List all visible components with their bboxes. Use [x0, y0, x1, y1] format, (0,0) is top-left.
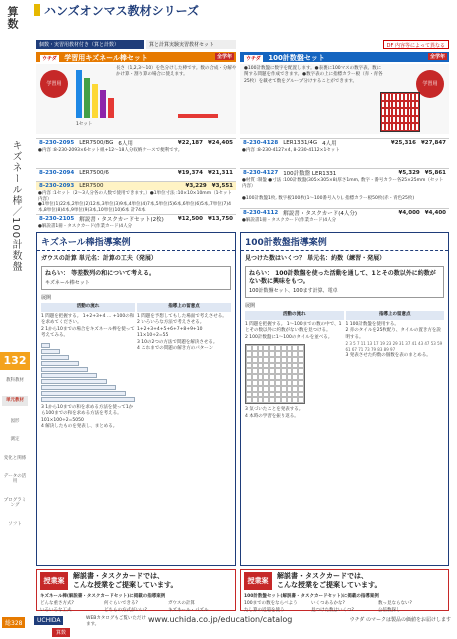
- left-feature-text: 長さ（1,2,3〜10）を色分けした棒です。数の合成・分解やかけ算・割り算の場合に使えます。: [116, 66, 237, 78]
- product-note: ●内容 :8-230-4127×4, 8-230-4112×1セット: [242, 148, 340, 153]
- product-note: ●内容 :1セット（2〜3人分各の人数で使用できます。）●1単位寸法 :10×10×10mm（1セット内容）: [38, 191, 232, 203]
- teaching-goal: ねらい： 等差数列の和について考える。 キズネール棒セット: [41, 266, 231, 290]
- rod-red: [108, 98, 114, 118]
- col-notes: 指導上の留意点: [346, 311, 445, 320]
- product-note: ●材質 :制盤 ●寸法 :100計数盤(305×305×8)厚さ1mm, 数字・番号カラー各25×25mm（セット内容）: [242, 178, 444, 190]
- sidebar-section-title: 算数: [6, 6, 19, 30]
- plan-body: [241, 322, 448, 421]
- banner-line-2: こんな授業をご提案しています。: [73, 581, 178, 590]
- rod-green: [84, 78, 90, 118]
- price-inc-tax: ¥13,750: [207, 216, 233, 222]
- product-note: ●内容 :8-230-2093×6セット組+12〜18人分収納ケースで便利です。: [38, 148, 183, 153]
- goal-text: 等差数列の和について考える。: [71, 270, 155, 277]
- page-title: ハンズオンマス教材シリーズ: [44, 4, 200, 18]
- tip-item: 2 いろいろな方法で考えさせる。: [137, 320, 205, 326]
- page-number-badge: 132: [0, 352, 30, 370]
- topbar-product-label: 個数・実習用教材付き（算と計数）: [36, 40, 144, 49]
- col-activity: 活動の流れ: [245, 311, 344, 320]
- product-note: ●解説書1冊・タスクカード(作業カード)4人分: [242, 218, 337, 223]
- column-headers: [241, 311, 448, 320]
- product-row: [36, 181, 236, 190]
- page-footer: [0, 614, 457, 639]
- product-note: ●1単位(1)22本,2単位(2)12本,3単位(3)9本,4単位(4)7本,5単位(5)6本,6単位(6)5本,7単位(7)4本,8単位(8)4本,9単位(9)3本,10単位(10)6本 計74本: [38, 202, 231, 214]
- banner-tag: 授業案: [244, 572, 272, 590]
- price-ex-tax: ¥12,500: [177, 216, 203, 222]
- goal-tag: ねらい: [249, 270, 268, 277]
- notes-column: [137, 314, 231, 431]
- banner-tag: 授業案: [40, 572, 68, 590]
- product-note: ●解説書1冊・タスクカード(作業カード)4人分: [38, 224, 133, 229]
- notes-column: [346, 322, 445, 421]
- rod-yellow: [92, 84, 98, 118]
- material-text: キズネール棒セット: [45, 279, 90, 286]
- rod-purple: [100, 90, 106, 118]
- footer-page-number: 総328: [2, 617, 25, 628]
- grade-badge: 全学年: [216, 54, 232, 60]
- product-code[interactable]: 8-230-2095: [39, 140, 75, 146]
- teaching-plan-title: 100計数盤指導案例: [241, 233, 448, 251]
- product-code[interactable]: 8-230-2093: [39, 183, 75, 189]
- banner-text: [73, 572, 177, 591]
- rod-blue: [76, 70, 82, 118]
- price-ex-tax: ¥4,000: [398, 210, 420, 216]
- banner-subtitle: キズネール棒(解説書・タスクカードセット)に掲載の指導案例: [40, 594, 166, 599]
- step-item: 4 解決したものを発表し、まとめる。: [41, 424, 118, 430]
- equation: 11×10÷2=55: [137, 333, 169, 339]
- teaching-plan-subtitle: 見つけた数はいくつ？ 単元名：約数（練習・発展）: [245, 255, 386, 262]
- footer-brand-text: ウチダ のマークは製品の価値をお届けします: [349, 617, 451, 623]
- col-activity: 活動の流れ: [41, 303, 135, 312]
- tip-item: 4 これまでの問題の解き方のパターン: [137, 346, 214, 352]
- counting-board-image: [380, 92, 420, 132]
- product-code[interactable]: 8-230-4128: [243, 140, 279, 146]
- section-label: 展開: [245, 303, 256, 310]
- sidebar-link-5[interactable]: データの活用: [3, 473, 27, 485]
- sidebar-links: [2, 378, 28, 540]
- main-content: [32, 0, 453, 639]
- footer-logo: UCHIDA: [34, 616, 63, 625]
- goal-tag: ねらい: [45, 270, 64, 277]
- price-ex-tax: ¥22,187: [177, 140, 203, 146]
- teaching-plan-right: [240, 232, 449, 566]
- price-inc-tax: ¥3,551: [211, 183, 233, 189]
- equation: 101×100÷2=5050: [41, 417, 84, 423]
- sidebar-link-6[interactable]: プログラミング: [3, 497, 27, 509]
- column-headers: [37, 303, 235, 312]
- step-item: 3 1から10までの和を求める方法を使って1から100までの和を求める方法を考える。: [41, 404, 134, 417]
- product-row: [36, 168, 236, 177]
- sidebar-link-7[interactable]: ソフト: [8, 521, 22, 527]
- tip-item: 3 10の2つの方法で問題を解決させる。: [137, 339, 218, 345]
- title-marker: [34, 4, 40, 16]
- price-inc-tax: ¥4,400: [424, 210, 446, 216]
- product-code[interactable]: 8-230-4112: [243, 210, 279, 216]
- step-item: 2 1から10までの場合をキズネール棒を使って考えてみる。: [41, 326, 135, 339]
- price-ex-tax: ¥25,316: [390, 140, 416, 146]
- product-spec: LER7500/BG: [79, 140, 114, 146]
- banner-item: たし算の近道を使う: [244, 607, 285, 613]
- prime-list: 2 3 5 7 11 13 17 19 23 29 31 37 41 43 47 53 59 61 67 71 73 79 83 89 97: [345, 341, 443, 352]
- plan-body: [37, 314, 235, 431]
- right-product-image: [240, 64, 449, 134]
- step-item: 1 問題を把握する。 1〜100までの数の中で、1とその数以外に約数がない数を見つける。: [245, 321, 342, 334]
- product-note: ●100計数盤1枚, 数字板100枚(1〜100番号入り), 指標カラー板50枚(赤・青色25枚): [242, 196, 415, 201]
- product-unit: 6人用: [118, 141, 133, 147]
- image-caption: 1セット: [76, 122, 93, 127]
- teaching-goal: ねらい： 100計数盤を使った活動を通して、1とその数以外に約数がない数に興味をもつ。 100計数盤セット、100ます計算、電卓: [245, 266, 444, 298]
- banner-line-2: こんな授業をご提案しています。: [277, 581, 382, 590]
- right-feature-text: ●100計数盤に数字を配置します。●表裏に100マスの数字表、数に関する問題を作成できます。●数字表の上に指標カラー板（赤・青各25枚）を載せて数をグループ分けすることができます。: [244, 66, 383, 84]
- activity-steps: [245, 322, 344, 421]
- banner-item: 見つけた数はいくつ?: [311, 607, 354, 613]
- product-row: [240, 168, 449, 177]
- right-product-name: 100計数盤セット: [268, 54, 325, 62]
- hundred-board-diagram: [245, 344, 305, 404]
- banner-item: どんな重さ方式?: [40, 600, 74, 606]
- banner-item: どちらの方式がいい?: [104, 607, 147, 613]
- banner-item: いくつあるかな?: [311, 600, 345, 606]
- product-row: [240, 208, 449, 217]
- tip-item: 1 100計数盤を使用する。: [345, 321, 399, 327]
- price-ex-tax: ¥19,374: [177, 170, 203, 176]
- sidebar-link-3[interactable]: 測定: [10, 437, 20, 443]
- material-text: 100計数盤セット、100ます計算、電卓: [249, 287, 338, 294]
- sidebar-vertical-label: キズネール棒／100計数盤: [10, 140, 21, 273]
- step-item: 4 本時の学習を振り返る。: [245, 413, 299, 419]
- banner-line-1: 解説書・タスクカードでは、: [73, 572, 164, 580]
- step-item: 3 気づいたことを発表する。: [245, 407, 304, 413]
- brand-logo: ウチダ: [42, 56, 57, 62]
- product-code[interactable]: 8-230-4127: [243, 170, 279, 176]
- col-notes: 指導上の留意点: [137, 303, 231, 312]
- product-row: [36, 138, 236, 147]
- sidebar-link-4[interactable]: 変化と関係: [3, 455, 27, 461]
- price-ex-tax: ¥5,329: [398, 170, 420, 176]
- product-spec: 解説書・タスクカード(4人分): [283, 211, 357, 217]
- banner-item: 数っ見ならない?: [378, 600, 412, 606]
- banner-items: [244, 594, 445, 614]
- banner-item: いろいろな工夫: [40, 607, 72, 613]
- price-ex-tax: ¥3,229: [185, 183, 207, 189]
- left-product-header: [36, 52, 236, 62]
- banner-subtitle: 100計数盤セット(解説書・タスクカードセット)に掲載の指導案例: [244, 594, 379, 599]
- price-inc-tax: ¥27,847: [420, 140, 446, 146]
- learn-badge: 学習用: [416, 70, 444, 98]
- goal-text: 100計数盤を使った活動を通して、1とその数以外に約数がない数に興味をもつ。: [249, 270, 436, 285]
- footer-section-tab: 算数: [52, 628, 70, 637]
- price-inc-tax: ¥24,405: [207, 140, 233, 146]
- lesson-banner-right: [240, 569, 449, 611]
- rod-set-image: [178, 114, 218, 118]
- product-code[interactable]: 8-230-2105: [39, 216, 75, 222]
- sidebar: [0, 0, 30, 639]
- banner-line-1: 解説書・タスクカードでは、: [277, 572, 368, 580]
- banner-item: 100までの数をならべよう: [244, 600, 298, 606]
- section-label: 展開: [41, 295, 52, 302]
- banner-text: [277, 572, 381, 591]
- brand-logo: ウチダ: [246, 56, 261, 62]
- banner-item: キズネール・パズル: [168, 607, 209, 613]
- tip-item: 2 赤のタイルを25枚配り、タイルの置き方を説明する。: [345, 328, 441, 340]
- banner-item: 何ぐらいできる?: [104, 600, 138, 606]
- tip-item: 3 発表させた約数の個数を表のまとめる。: [345, 352, 431, 358]
- product-row: [240, 138, 449, 147]
- product-spec: LER7500/6: [79, 170, 109, 176]
- rod-stairs-diagram: [41, 343, 135, 402]
- price-inc-tax: ¥21,311: [207, 170, 233, 176]
- equation: 1+2+3+4+5+6+7+8+9+10: [137, 326, 203, 332]
- banner-item: ガウスの計算: [168, 600, 195, 606]
- activity-steps: [41, 314, 135, 431]
- product-spec: LER7500: [79, 183, 104, 189]
- learn-badge: 学習用: [40, 70, 68, 98]
- teaching-plan-left: [36, 232, 236, 566]
- sidebar-link-1[interactable]: 単元教材: [2, 396, 28, 405]
- product-spec: 解説書・タスクカードセット(2枚): [79, 217, 164, 223]
- right-product-header: [240, 52, 449, 62]
- tip-item: 1 問題を予想してもした場面で考えさせる。: [137, 313, 227, 319]
- footer-note: WEBカタログもご覧いただけます。: [86, 616, 146, 627]
- product-spec: 100計数盤 LER1331: [283, 171, 337, 177]
- teaching-plan-subtitle: ガウスの計算 単元名：計算の工夫（発展）: [41, 255, 157, 262]
- grade-badge: 全学年: [429, 54, 445, 60]
- top-info-bar: [36, 40, 449, 50]
- banner-item: 公倍数探し: [378, 607, 401, 613]
- sidebar-link-2[interactable]: 図形: [10, 418, 20, 424]
- lesson-banner-left: [36, 569, 236, 611]
- catalog-url-link[interactable]: www.uchida.co.jp/education/catalog: [148, 615, 293, 624]
- product-unit: 4人用: [322, 141, 337, 147]
- teaching-plan-title: キズネール棒指導案例: [37, 233, 235, 251]
- product-code[interactable]: 8-230-2094: [39, 170, 75, 176]
- product-row: [36, 214, 236, 223]
- product-spec: LER1331/4G: [283, 140, 318, 146]
- left-product-name: 学習用キズネール棒セット: [64, 54, 148, 62]
- price-inc-tax: ¥5,861: [424, 170, 446, 176]
- topbar-series-label: 算と計算実験実習教材セット: [146, 40, 236, 49]
- left-product-image: [36, 64, 236, 134]
- topbar-right-label: DF 内容等によって異なる: [383, 40, 449, 49]
- sidebar-link-0[interactable]: 教科教材: [6, 378, 24, 383]
- banner-items: [40, 594, 232, 614]
- step-item: 2 100計数盤に1〜100のタイルを並べる。: [245, 334, 333, 340]
- step-item: 1 問題を把握する。 1+2+3+4 … +100の和を求めてください。: [41, 313, 135, 326]
